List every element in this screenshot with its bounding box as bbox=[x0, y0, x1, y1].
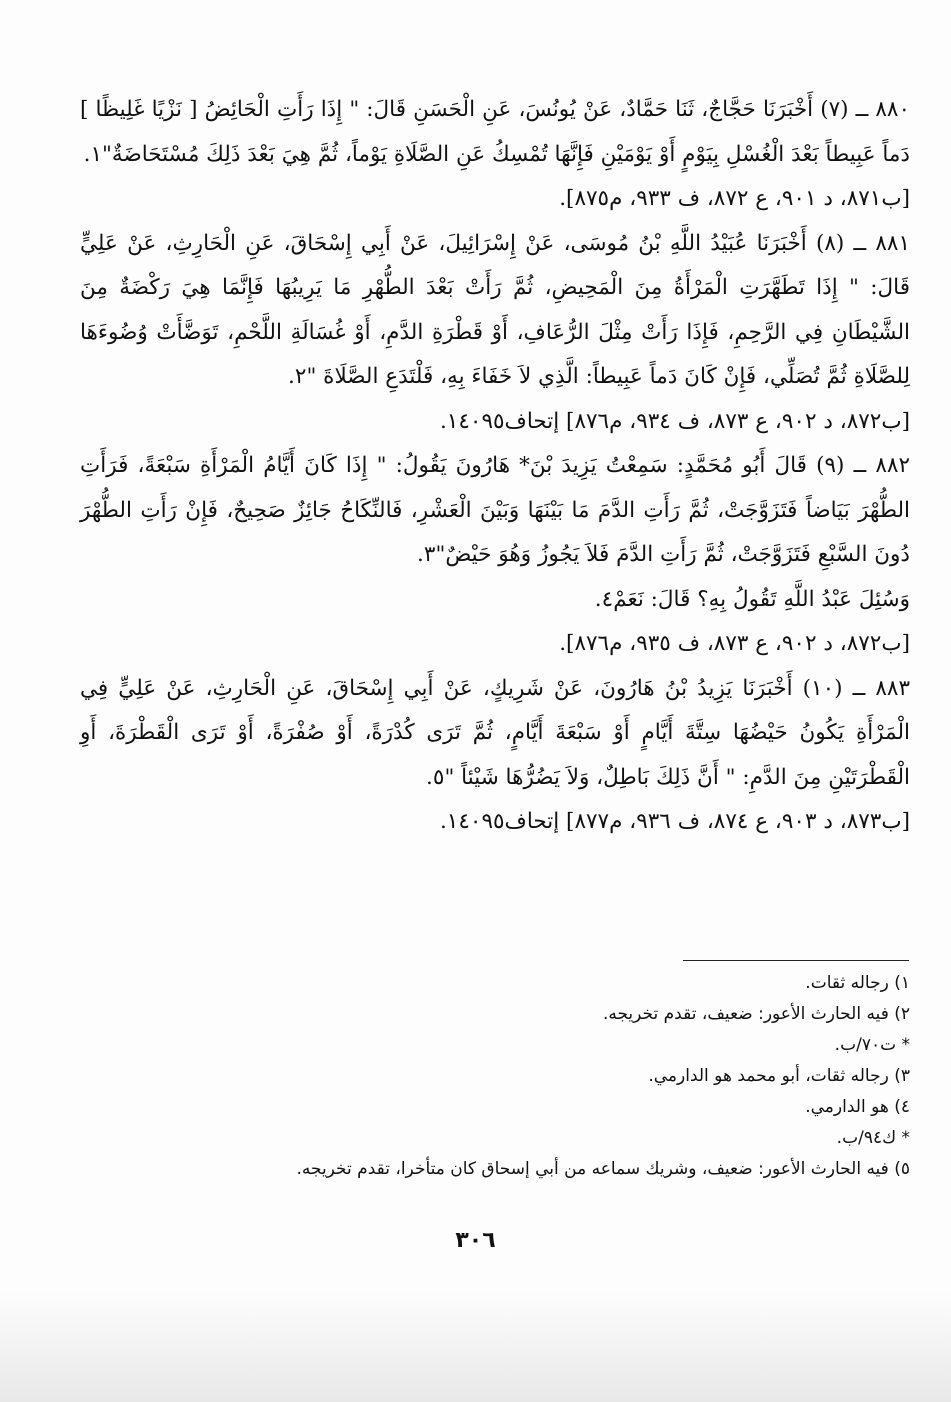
hadith-883-ref: [ب٨٧٣، د ٩٠٣، ع ٨٧٤، ف ٩٣٦، م٨٧٧] إتحاف١٤٠٩٥. bbox=[439, 809, 910, 834]
footnote-manuscript-mark-2: * ك٩٤/ب. bbox=[836, 1128, 910, 1148]
footnote-2: ٢) فيه الحارث الأعور: ضعيف، تقدم تخريجه. bbox=[602, 1004, 910, 1024]
footnotes bbox=[80, 968, 910, 1185]
hadith-880-ref: [ب٨٧١، د ٩٠١، ع ٨٧٢، ف ٩٣٣، م٨٧٥]. bbox=[559, 186, 910, 211]
hadith-881-ref: [ب٨٧٢، د ٩٠٢، ع ٨٧٣، ف ٩٣٤، م٨٧٦] إتحاف١٤٠٩٥. bbox=[439, 408, 910, 434]
hadith-882-text: ٨٨٢ ــ (٩) قَالَ أَبُو مُحَمَّدٍ: سَمِعْتُ يَزِيدَ بْنَ* هَارُونَ يَقُولُ: " إِذَا كَانَ أَيَّامُ الْمَرْأَةِ سَبْعَةً، فَرَأَتِ الطُّهْرَ بَيَاضاً فَتَزَوَّجَتْ، ثُمَّ رَأَتِ الدَّمَ مَا بَيْنَهَا وَبَيْنَ الْعَشْرِ، فَالنِّكَاحُ جَائِزٌ صَحِيحٌ، فَإِنْ رَأَتِ الطُّهْرَ دُونَ السَّبْعِ فَتَزَوَّجَتْ، ثُمَّ رَأَتِ الدَّمَ فَلاَ يَجُوزُ وَهُوَ حَيْضٌ"٣. bbox=[80, 453, 910, 567]
scan-edge-shading bbox=[0, 1292, 951, 1402]
footnote-5: ٥) فيه الحارث الأعور: ضعيف، وشريك سماعه من أبي إسحاق كان متأخرا، تقدم تخريجه. bbox=[296, 1159, 910, 1179]
footnote-manuscript-mark-1: * ت٧٠/ب. bbox=[834, 1035, 910, 1055]
footnote-4: ٤) هو الدارمي. bbox=[805, 1097, 910, 1117]
footnote-3: ٣) رجاله ثقات، أبو محمد هو الدارمي. bbox=[648, 1066, 910, 1086]
hadith-880-text: ٨٨٠ ــ (٧) أَخْبَرَنَا حَجَّاجٌ، ثَنَا حَمَّادٌ، عَنْ يُونُسَ، عَنِ الْحَسَنِ قَالَ: " إِذَا رَأَتِ الْحَائِضُ [ نَزْيًا غَلِيظًا ] دَماً عَبِيطاً بَعْدَ الْغُسْلِ بِيَوْمٍ أَوْ يَوْمَيْنِ فَإِنَّهَا تُمْسِكُ عَنِ الصَّلَاةِ يَوْماً، ثُمَّ هِيَ بَعْدَ ذَلِكَ مُسْتَحَاضَةٌ"١. bbox=[80, 97, 911, 167]
footnote-divider bbox=[683, 960, 909, 961]
hadith-883-text: ٨٨٣ ــ (١٠) أَخْبَرَنَا يَزِيدُ بْنُ هَارُونَ، عَنْ شَرِيكٍ، عَنْ أَبِي إِسْحَاقَ، عَنِ الْحَارِثِ، عَنْ عَلِيٍّ فِي الْمَرْأَةِ يَكُونُ حَيْضُهَا سِتَّةَ أَيَّامٍ أَوْ سَبْعَةَ أَيَّامٍ، ثُمَّ تَرَى كُدْرَةً، أَوْ صُفْرَةً، أَوْ تَرَى الْقَطْرَةَ، أَوِ الْقَطْرَتَيْنِ مِنَ الدَّمِ: " أَنَّ ذَلِكَ بَاطِلٌ، وَلاَ يَضُرُّهَا شَيْئاً "٥. bbox=[80, 675, 911, 790]
hadith-882-question: وَسُئِلَ عَبْدُ اللَّهِ تَقُولُ بِهِ؟ قَالَ: نَعَمْ٤. bbox=[594, 586, 910, 612]
main-text bbox=[80, 88, 910, 845]
footnote-1: ١) رجاله ثقات. bbox=[805, 973, 910, 993]
hadith-881-text: ٨٨١ ــ (٨) أَخْبَرَنَا عُبَيْدُ اللَّهِ بْنُ مُوسَى، عَنْ إِسْرَائِيلَ، عَنْ أَبِي إِسْحَاقَ، عَنِ الْحَارِثِ، عَنْ عَلِيٍّ قَالَ: " إِذَا تَطَهَّرَتِ الْمَرْأَةُ مِنَ الْمَحِيضِ، ثُمَّ رَأَتْ بَعْدَ الطُّهْرِ مَا يَرِيبُهَا فَإِنَّمَا هِيَ رَكْضَةٌ مِنَ الشَّيْطَانِ فِي الرَّحِمِ، فَإِذَا رَأَتْ مِثْلَ الرُّعَافِ، أَوْ قَطْرَةِ الدَّمِ، أَوْ غُسَالَةِ اللَّحْمِ، تَوَضَّأَتْ وُضُوءَهَا لِلصَّلَاةِ ثُمَّ تُصَلِّي، فَإِنْ كَانَ دَماً عَبِيطاً: الَّذِي لاَ خَفَاءَ بِهِ، فَلْتَدَعِ الصَّلَاةَ "٢. bbox=[80, 230, 911, 389]
hadith-882-ref: [ب٨٧٢، د ٩٠٢، ع ٨٧٣، ف ٩٣٥، م٨٧٦]. bbox=[559, 631, 910, 656]
page-number: ٣٠٦ bbox=[455, 1228, 496, 1253]
